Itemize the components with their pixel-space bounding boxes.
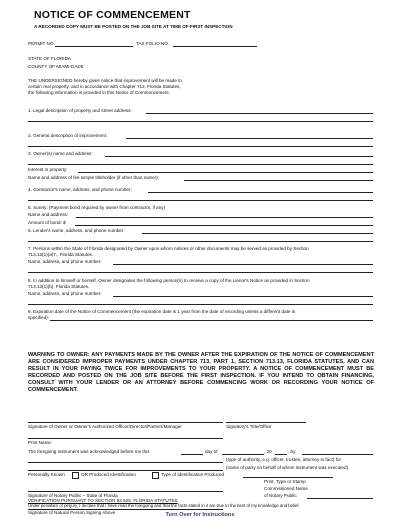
warning-to-owner: WARNING TO OWNER: ANY PAYMENTS MADE BY THE OWNER AFTER THE EXPIRATION OF THE NOTICE OF COMMENCEMENT ARE CONSIDERED IMPROPER PAYMENTS UNDER CHAPTER 713, PART 1, SECTION 713.13, FLORIDA STATUTES, AND CAN RESULT IN YOUR PAYING TWICE FOR IMPROVEMENTS TO YOUR PROPERTY. A NOTICE OF COMMENCEMENT MUST BE RECORDED AND POSTED ON THE JOB SITE BEFORE THE FIRST INSPECTION. IF YOU INTEND TO OBTAIN FINANCING, CONSULT WITH YOUR LENDER OR AN ATTORNEY BEFORE COMMENCING WORK OR RECORDING YOUR NOTICE OF COMMENCEMENT.	[28, 352, 374, 394]
item-3-field-2[interactable]	[28, 164, 373, 165]
item-8-line-2: 713.13(1)(b), Florida Statutes.	[28, 284, 90, 289]
state-label: STATE OF FLORIDA	[28, 56, 71, 61]
item-4-label: 4. Contractor's name, address, and phone number:	[28, 187, 132, 192]
item-2-label: 2. General description of improvement:	[28, 133, 108, 138]
item-2-field-2[interactable]	[28, 146, 373, 147]
surety-name-field[interactable]	[76, 217, 373, 218]
item-7-line-2: 713.13(1)(a)7., Florida Statutes.	[28, 252, 94, 257]
permit-no-label: PERMIT NO.	[28, 41, 55, 46]
item-4-field[interactable]	[148, 192, 373, 193]
ack-month-field[interactable]	[222, 454, 264, 455]
personally-known-checkbox[interactable]	[72, 472, 79, 479]
item-8-field-2[interactable]	[28, 304, 373, 305]
ack-year-field[interactable]	[275, 454, 287, 455]
signatory-title-label: Signatory's Title/Office	[226, 424, 272, 429]
permit-no-field[interactable]	[55, 46, 133, 47]
print-type-stamp-1: Print, Type or Stamp	[264, 479, 306, 484]
notary-signature-field[interactable]	[28, 491, 223, 492]
natural-person-signature-label: Signature of Natural Person Signing Above	[28, 510, 116, 515]
item-6-field[interactable]	[142, 233, 373, 234]
item-7-line-1: 7. Persons within the State of Florida designated by Owner upon whom notices or other documents may be served as provided by Section	[28, 246, 309, 251]
notary-commissioned-name-field[interactable]	[307, 498, 373, 499]
page-title: NOTICE OF COMMENCEMENT	[34, 9, 191, 21]
amount-bond-label: Amount of bond: $	[28, 220, 66, 225]
personally-known-label: Personally Known	[28, 472, 65, 477]
interest-field[interactable]	[78, 172, 373, 173]
ack-party-field[interactable]	[28, 470, 223, 471]
verification-heading: VERIFICATION PURSUANT TO SECTION 92.525, FLORIDA STATUTES	[28, 498, 178, 503]
ack-line-3: (name of party on behalf of whom instrument was executed).	[226, 465, 350, 470]
ack-day-field[interactable]	[181, 454, 203, 455]
turn-over-footer: Turn Over for Instructions	[165, 512, 235, 518]
intro-line-1: THE UNDERSIGNED hereby gives notice that improvement will be made to	[28, 78, 182, 83]
item-6-field-2[interactable]	[28, 241, 373, 242]
item-2-field[interactable]	[126, 138, 373, 139]
item-1-field[interactable]	[146, 113, 373, 114]
verification-text: Under penalties of perjury, I declare that I have read the foregoing and that the facts stated in it are true to the best of my knowledge and belief.	[28, 503, 300, 508]
ack-line-1-a: The foregoing instrument was acknowledged before me this	[28, 449, 150, 454]
surety-name-label: Name and address:	[28, 212, 69, 217]
item-8-field[interactable]	[113, 296, 373, 297]
ack-authority-field[interactable]	[28, 462, 223, 463]
amount-bond-field[interactable]	[75, 225, 373, 226]
item-3-field[interactable]	[105, 156, 373, 157]
item-3-label: 3. Owner(s) name and address:	[28, 151, 93, 156]
signatory-title-field[interactable]	[226, 422, 306, 423]
ack-by-field[interactable]	[302, 454, 373, 455]
item-7-field[interactable]	[113, 264, 373, 265]
ack-line-1-c: , 20	[264, 449, 272, 454]
item-1-field-2[interactable]	[28, 121, 373, 122]
item-7-field-2[interactable]	[28, 272, 373, 273]
intro-line-2: certain real property, and in accordance with Chapter 713, Florida Statutes,	[28, 84, 181, 89]
tax-folio-label: TAX FOLIO NO.	[136, 41, 170, 46]
county-label: COUNTY OF MIAMI-DADE	[28, 64, 84, 69]
item-9-field[interactable]	[50, 320, 373, 321]
tax-folio-field[interactable]	[173, 46, 257, 47]
item-4-field-2[interactable]	[28, 200, 373, 201]
ack-line-1-b: day of	[205, 449, 218, 454]
intro-line-3: the following information is provided in this Notice of Commencement.	[28, 90, 170, 95]
item-7-line-3: Name, address, and phone number:	[28, 259, 102, 264]
notary-signature-label: Signature of Notary Public – State of Florida	[28, 493, 118, 498]
fee-simple-label: Name and address of fee simple titleholder (if other than owner):	[28, 175, 159, 180]
item-8-line-3: Name, address, and phone number:	[28, 291, 102, 296]
page-subtitle: A RECORDED COPY MUST BE POSTED ON THE JOB SITE AT TIME OF FIRST INSPECTION	[34, 24, 233, 29]
item-6-label: 6. Lender's name, address, and phone number:	[28, 228, 125, 233]
type-id-label: Type of Identification Produced	[161, 472, 225, 477]
item-5-label: 5. Surety: (Payment bond required by owner from contractor, if any)	[28, 205, 166, 210]
print-name-field[interactable]	[28, 438, 223, 439]
print-type-stamp-3: of Notary Public:	[264, 493, 298, 498]
item-9-line-2: specified):	[28, 315, 49, 320]
type-id-field[interactable]	[243, 477, 333, 478]
print-name-label: Print Name	[28, 440, 51, 445]
produced-identification-checkbox[interactable]	[152, 472, 159, 479]
interest-label: Interest in property:	[28, 167, 68, 172]
ack-line-1-d: , by	[288, 449, 296, 454]
or-produced-label: OR Produced Identification	[81, 472, 136, 477]
print-type-stamp-2: Commissioned Name	[264, 486, 308, 491]
fee-simple-field[interactable]	[184, 180, 373, 181]
item-8-line-1: 8. In addition to himself or herself, Owner designates the following person(s) to receive a copy of the Lienor's Notice as provided in Section	[28, 278, 310, 283]
item-9-line-1: 9. Expiration date of the Notice of Commencement (the expiration date is 1 year from the date of recording unless a different date is	[28, 309, 296, 314]
ack-line-2: (type of authority, e.g. officer, trustee, attorney in fact) for	[226, 457, 341, 462]
owner-signature-label: Signature of Owner or Owner's Authorized Officer/Director/Partner/Manager	[28, 424, 182, 429]
owner-signature-field[interactable]	[28, 422, 223, 423]
item-1-label: 1. Legal description of property and street address:	[28, 108, 132, 113]
